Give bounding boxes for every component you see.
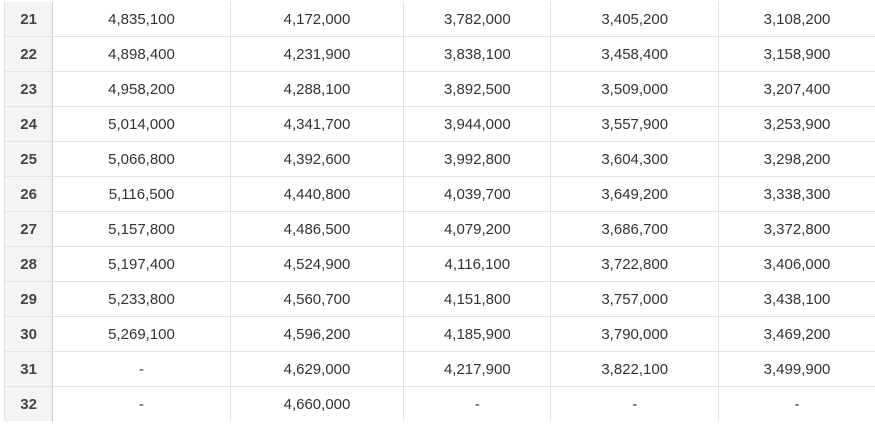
table-cell[interactable]: 3,372,800 bbox=[719, 212, 875, 247]
row-number[interactable]: 23 bbox=[5, 72, 53, 107]
table-cell[interactable]: - bbox=[719, 387, 875, 422]
table-cell[interactable]: 3,822,100 bbox=[551, 352, 719, 387]
table-cell[interactable]: 3,108,200 bbox=[719, 2, 875, 37]
table-body bbox=[5, 2, 875, 421]
table-cell[interactable]: 4,288,100 bbox=[230, 72, 404, 107]
table-cell[interactable]: 5,066,800 bbox=[53, 142, 230, 177]
table-cell[interactable]: 4,835,100 bbox=[53, 2, 230, 37]
table-cell[interactable]: 3,892,500 bbox=[404, 72, 551, 107]
table-cell[interactable]: 4,116,100 bbox=[404, 247, 551, 282]
table-cell[interactable]: 5,014,000 bbox=[53, 107, 230, 142]
table-cell[interactable]: 3,458,400 bbox=[551, 37, 719, 72]
table-row bbox=[5, 72, 875, 107]
table-cell[interactable]: 3,782,000 bbox=[404, 2, 551, 37]
row-number[interactable]: 27 bbox=[5, 212, 53, 247]
table-cell[interactable]: 4,560,700 bbox=[230, 282, 404, 317]
table-cell[interactable]: - bbox=[404, 387, 551, 422]
table-row bbox=[5, 352, 875, 387]
spreadsheet-grid bbox=[4, 2, 875, 421]
table-cell[interactable]: 3,469,200 bbox=[719, 317, 875, 352]
table-cell[interactable]: 3,944,000 bbox=[404, 107, 551, 142]
table-cell[interactable]: - bbox=[551, 387, 719, 422]
table-row bbox=[5, 387, 875, 422]
table-cell[interactable]: 4,958,200 bbox=[53, 72, 230, 107]
table-cell[interactable]: - bbox=[53, 352, 230, 387]
table-cell[interactable]: 3,338,300 bbox=[719, 177, 875, 212]
row-number[interactable]: 24 bbox=[5, 107, 53, 142]
table-cell[interactable]: 4,341,700 bbox=[230, 107, 404, 142]
table-cell[interactable]: 3,992,800 bbox=[404, 142, 551, 177]
table-cell[interactable]: 4,185,900 bbox=[404, 317, 551, 352]
table-row bbox=[5, 107, 875, 142]
table-row bbox=[5, 282, 875, 317]
table-cell[interactable]: 4,172,000 bbox=[230, 2, 404, 37]
row-number[interactable]: 32 bbox=[5, 387, 53, 422]
table-cell[interactable]: 3,509,000 bbox=[551, 72, 719, 107]
table-cell[interactable]: 5,233,800 bbox=[53, 282, 230, 317]
row-number[interactable]: 31 bbox=[5, 352, 53, 387]
data-table bbox=[4, 2, 875, 421]
table-cell[interactable]: 3,406,000 bbox=[719, 247, 875, 282]
table-cell[interactable]: 4,151,800 bbox=[404, 282, 551, 317]
table-cell[interactable]: 4,217,900 bbox=[404, 352, 551, 387]
table-row bbox=[5, 317, 875, 352]
row-number[interactable]: 21 bbox=[5, 2, 53, 37]
row-number[interactable]: 28 bbox=[5, 247, 53, 282]
table-cell[interactable]: 4,629,000 bbox=[230, 352, 404, 387]
table-cell[interactable]: 5,116,500 bbox=[53, 177, 230, 212]
table-cell[interactable]: 4,486,500 bbox=[230, 212, 404, 247]
table-row bbox=[5, 37, 875, 72]
table-cell[interactable]: 3,722,800 bbox=[551, 247, 719, 282]
table-cell[interactable]: 4,039,700 bbox=[404, 177, 551, 212]
row-number[interactable]: 30 bbox=[5, 317, 53, 352]
table-cell[interactable]: 3,253,900 bbox=[719, 107, 875, 142]
table-cell[interactable]: 4,440,800 bbox=[230, 177, 404, 212]
table-cell[interactable]: 3,158,900 bbox=[719, 37, 875, 72]
table-cell[interactable]: 5,197,400 bbox=[53, 247, 230, 282]
table-cell[interactable]: 3,757,000 bbox=[551, 282, 719, 317]
table-cell[interactable]: 3,207,400 bbox=[719, 72, 875, 107]
table-cell[interactable]: 5,269,100 bbox=[53, 317, 230, 352]
table-cell[interactable]: 4,660,000 bbox=[230, 387, 404, 422]
table-cell[interactable]: 3,499,900 bbox=[719, 352, 875, 387]
table-cell[interactable]: 3,298,200 bbox=[719, 142, 875, 177]
table-cell[interactable]: 5,157,800 bbox=[53, 212, 230, 247]
row-number[interactable]: 25 bbox=[5, 142, 53, 177]
table-cell[interactable]: 4,524,900 bbox=[230, 247, 404, 282]
table-cell[interactable]: 3,649,200 bbox=[551, 177, 719, 212]
table-cell[interactable]: 3,405,200 bbox=[551, 2, 719, 37]
row-number[interactable]: 22 bbox=[5, 37, 53, 72]
table-cell[interactable]: 4,231,900 bbox=[230, 37, 404, 72]
table-cell[interactable]: 3,686,700 bbox=[551, 212, 719, 247]
row-number[interactable]: 26 bbox=[5, 177, 53, 212]
table-row bbox=[5, 177, 875, 212]
table-cell[interactable]: 4,392,600 bbox=[230, 142, 404, 177]
table-cell[interactable]: 3,438,100 bbox=[719, 282, 875, 317]
row-number[interactable]: 29 bbox=[5, 282, 53, 317]
table-cell[interactable]: 3,604,300 bbox=[551, 142, 719, 177]
table-cell[interactable]: 3,557,900 bbox=[551, 107, 719, 142]
table-cell[interactable]: - bbox=[53, 387, 230, 422]
table-row bbox=[5, 247, 875, 282]
table-cell[interactable]: 3,790,000 bbox=[551, 317, 719, 352]
table-row bbox=[5, 212, 875, 247]
table-cell[interactable]: 4,596,200 bbox=[230, 317, 404, 352]
table-row bbox=[5, 2, 875, 37]
table-row bbox=[5, 142, 875, 177]
table-cell[interactable]: 4,898,400 bbox=[53, 37, 230, 72]
table-cell[interactable]: 3,838,100 bbox=[404, 37, 551, 72]
table-cell[interactable]: 4,079,200 bbox=[404, 212, 551, 247]
